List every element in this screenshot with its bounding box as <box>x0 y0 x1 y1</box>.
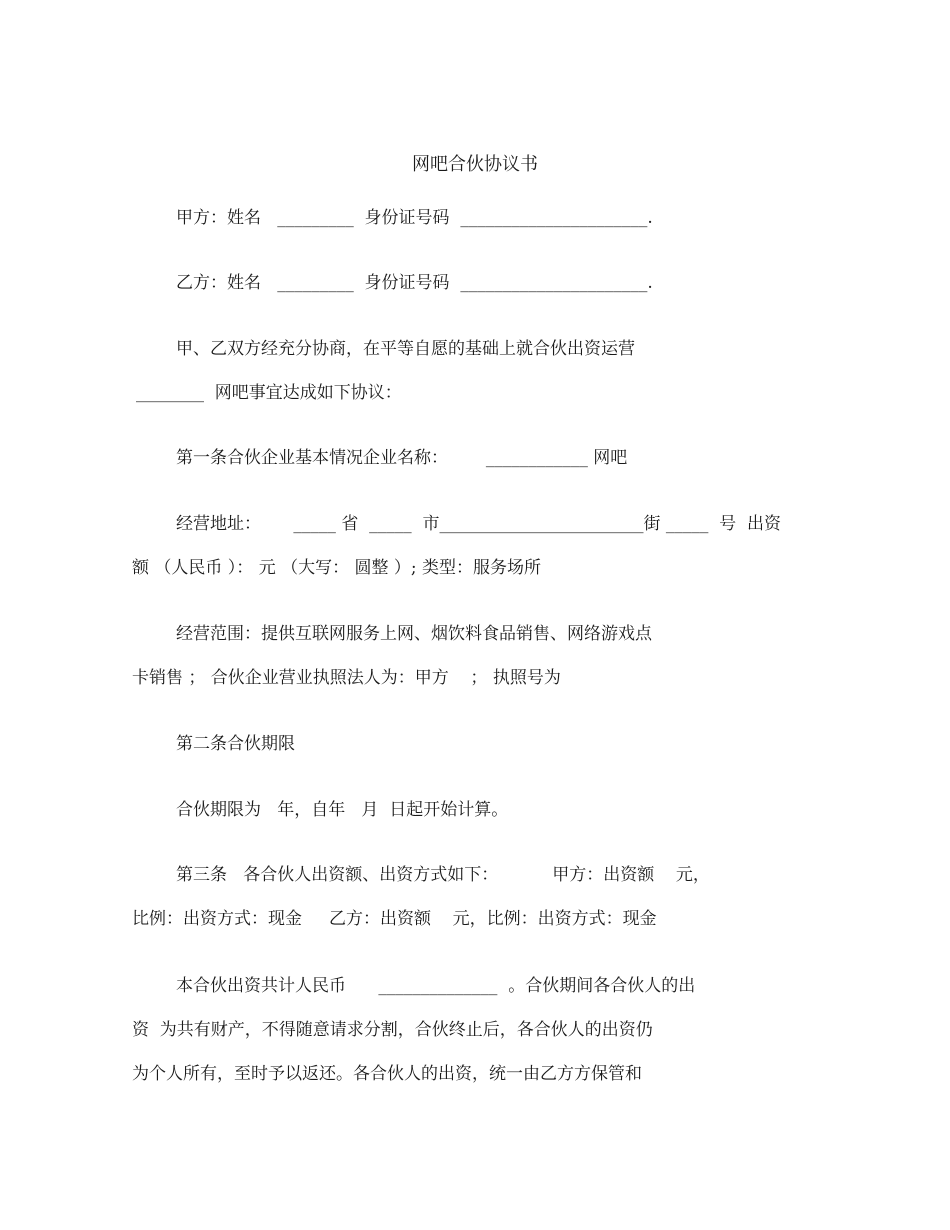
capital-total-line: 本合伙出资共计人民币 ______________ 。合伙期间各合伙人的出 <box>176 976 696 996</box>
article-3-line-1: 第三条 各合伙人出资额、出资方式如下： 甲方：出资额 元， <box>176 865 710 885</box>
capital-type-line: 额 （人民币 ）： 元 （大写： 圆整 ）; 类型：服务场所 <box>132 558 542 578</box>
article-1-heading: 第一条合伙企业基本情况企业名称： ____________ 网吧 <box>176 448 628 468</box>
article-2-heading: 第二条合伙期限 <box>176 734 295 754</box>
preamble-line-2: ________ 网吧事宜达成如下协议： <box>136 383 402 403</box>
business-scope-line-1: 经营范围：提供互联网服务上网、烟饮料食品销售、网络游戏点 <box>176 624 652 644</box>
partnership-term-line: 合伙期限为 年，自年 月 日起开始计算。 <box>176 800 509 820</box>
business-address-line: 经营地址： _____ 省 _____ 市________________________街 _____ 号 出资 <box>176 514 781 534</box>
article-3-line-2: 比例：出资方式：现金 乙方：出资额 元，比例：出资方式：现金 <box>132 909 657 929</box>
party-b-line: 乙方：姓名 _________ 身份证号码 ______________________. <box>176 273 653 293</box>
preamble-line-1: 甲、乙双方经充分协商，在平等自愿的基础上就合伙出资运营 <box>176 339 635 359</box>
document-title: 网吧合伙协议书 <box>412 154 538 175</box>
capital-custody-line: 为个人所有，至时予以返还。各合伙人的出资，统一由乙方方保管和 <box>132 1064 642 1084</box>
party-a-line: 甲方：姓名 _________ 身份证号码 ______________________. <box>176 208 653 228</box>
business-scope-line-2: 卡销售 ； 合伙企业营业执照法人为：甲方 ； 执照号为 <box>132 668 561 688</box>
capital-ownership-line: 资 为共有财产，不得随意请求分割，合伙终止后，各合伙人的出资仍 <box>132 1020 653 1040</box>
